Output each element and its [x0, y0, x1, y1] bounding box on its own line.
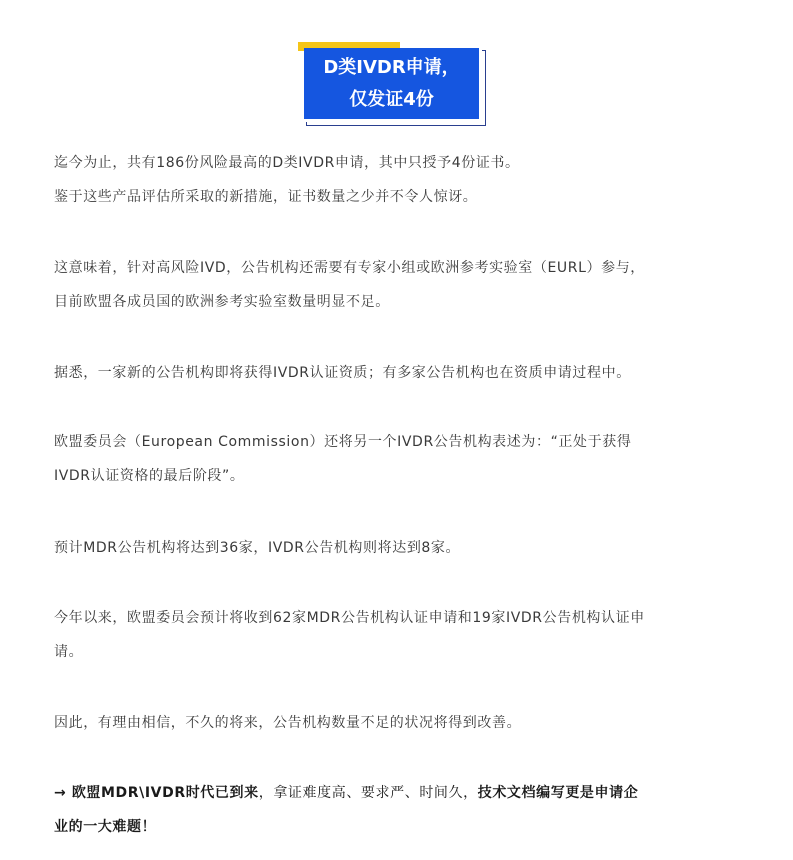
paragraph-5	[54, 531, 744, 565]
paragraph-line: 迄今为止，共有186份风险最高的D类IVDR申请，其中只授予4份证书。	[54, 155, 520, 171]
title-box	[304, 48, 482, 122]
paragraph-7	[54, 706, 744, 740]
closing-normal: ，拿证难度高、要求严、时间久，	[258, 785, 478, 801]
closing-bold-1: 欧盟MDR\IVDR时代已到来	[66, 785, 259, 801]
paragraph-line: 因此，有理由相信，不久的将来，公告机构数量不足的状况将得到改善。	[54, 715, 522, 731]
paragraph-line: 欧盟委员会（European Commission）还将另一个IVDR公告机构表述为：“正处于获得	[54, 434, 632, 450]
paragraph-line: 这意味着，针对高风险IVD，公告机构还需要有专家小组或欧洲参考实验室（EURL）参与，	[54, 260, 645, 276]
paragraph-line: 鉴于这些产品评估所采取的新措施，证书数量之少并不令人惊讶。	[54, 189, 478, 205]
closing-line-1	[54, 776, 744, 810]
paragraph-line: 预计MDR公告机构将达到36家，IVDR公告机构则将达到8家。	[54, 540, 461, 556]
paragraph-line: IVDR认证资格的最后阶段”。	[54, 468, 245, 484]
paragraph-line: 请。	[54, 644, 84, 660]
closing-bold-3: 业的一大难题！	[54, 819, 157, 835]
paragraph-3	[54, 356, 744, 390]
title-line-2: 仅发证4份	[349, 89, 434, 110]
paragraph-6	[54, 601, 744, 669]
closing-bold-2: 技术文档编写更是申请企	[477, 785, 639, 801]
paragraph-4	[54, 425, 744, 493]
title-line-1: D类IVDR申请，	[323, 57, 460, 78]
paragraph-2	[54, 251, 744, 319]
paragraph-line: 据悉，一家新的公告机构即将获得IVDR认证资质；有多家公告机构也在资质申请过程中。	[54, 365, 631, 381]
title-block	[298, 42, 490, 130]
paragraph-line: 今年以来，欧盟委员会预计将收到62家MDR公告机构认证申请和19家IVDR公告机构认证申	[54, 610, 645, 626]
closing-paragraph	[54, 776, 744, 844]
paragraph-line: 目前欧盟各成员国的欧洲参考实验室数量明显不足。	[54, 294, 390, 310]
paragraph-1	[54, 146, 744, 214]
arrow-glyph: →	[54, 785, 67, 801]
